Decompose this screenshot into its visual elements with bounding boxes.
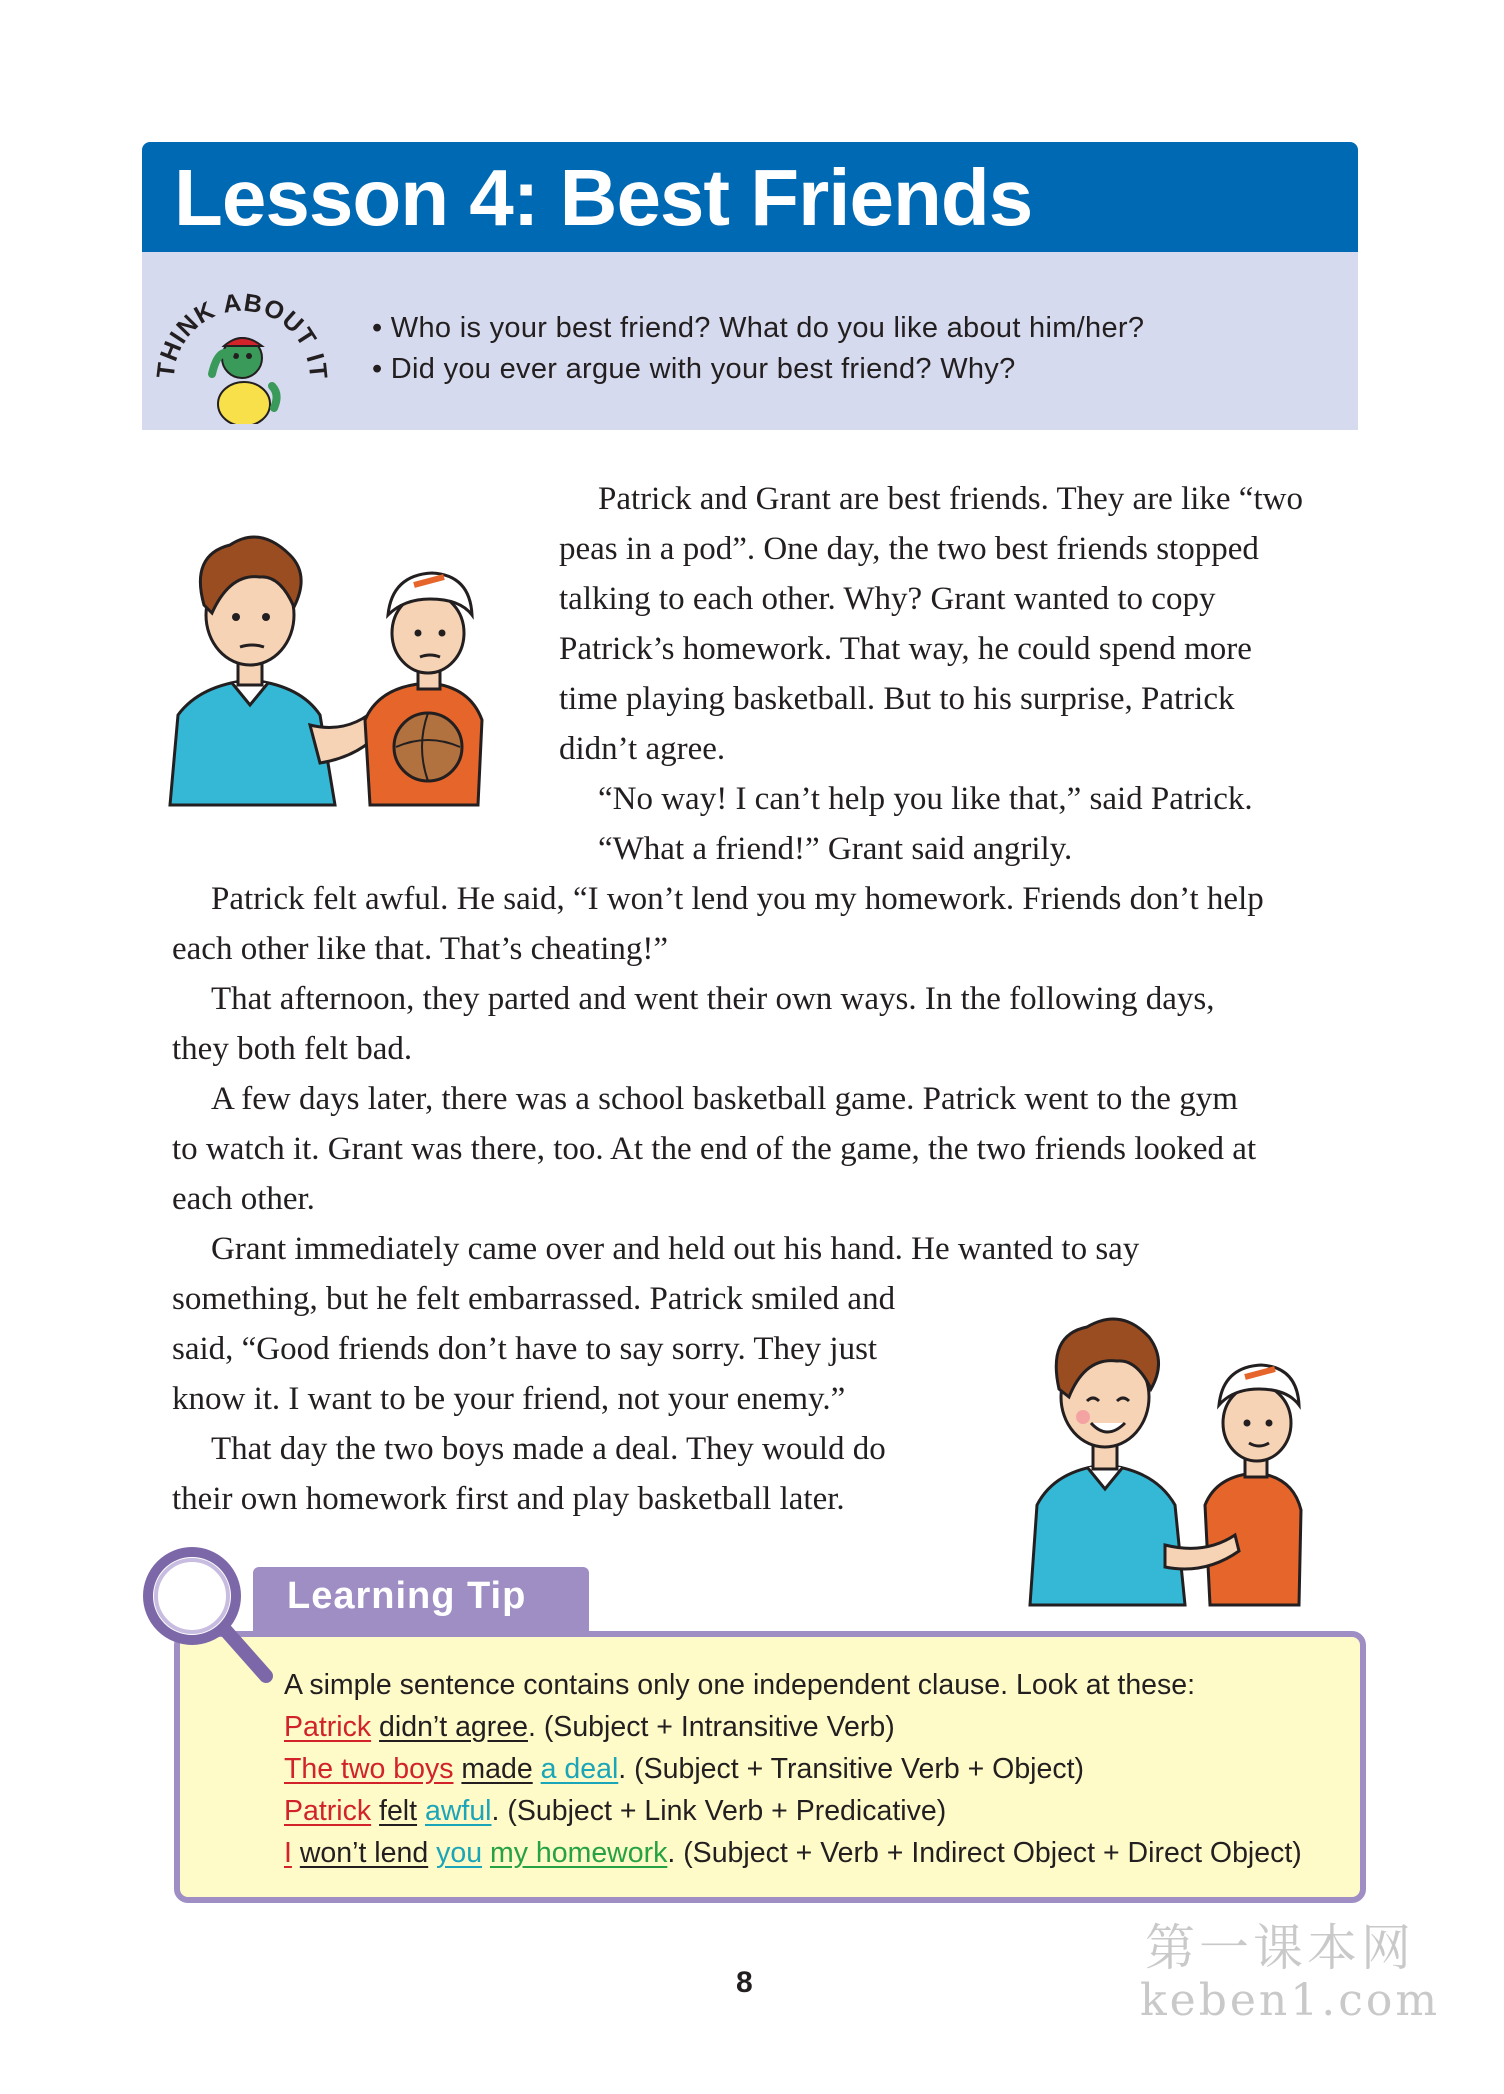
story-line-8: “What a friend!” Grant said angrily. [598, 831, 1073, 867]
learning-tip-title: Learning Tip [287, 1575, 527, 1617]
boys-arguing-illustration [160, 515, 530, 815]
ex2-verb: made [461, 1753, 533, 1785]
ex4-subject: I [284, 1837, 292, 1869]
tip-example-2 [284, 1753, 1084, 1786]
story-line-13: A few days later, there was a school basketball game. Patrick went to the gym [211, 1081, 1238, 1117]
story-line-9: Patrick felt awful. He said, “I won’t lend you my homework. Friends don’t help [211, 881, 1264, 917]
story-line-15: each other. [172, 1181, 315, 1217]
story-line-7: “No way! I can’t help you like that,” said Patrick. [598, 781, 1253, 817]
learning-tip-tab [253, 1567, 589, 1635]
ex4-verb: won’t lend [299, 1837, 429, 1869]
ex2-object: a deal [540, 1753, 619, 1785]
story-line-21: their own homework first and play basketball later. [172, 1481, 845, 1517]
watermark-line-2: keben1.com [1140, 1975, 1441, 2026]
story-line-5: time playing basketball. But to his surprise, Patrick [559, 681, 1235, 717]
ex4-direct-object: my homework [489, 1837, 668, 1869]
ex4-indirect-object: you [436, 1837, 483, 1869]
story-line-10: each other like that. That’s cheating!” [172, 931, 669, 967]
ex3-subject: Patrick [284, 1795, 372, 1827]
learning-tip-box [174, 1631, 1366, 1903]
watermark-line-1: 第一课本网 [1145, 1919, 1415, 1977]
think-about-it-box [142, 252, 1358, 430]
tip-example-4 [284, 1837, 1302, 1870]
ex2-subject: The two boys [284, 1753, 454, 1785]
lesson-title-bar [142, 142, 1358, 252]
story-line-12: they both felt bad. [172, 1031, 413, 1067]
think-about-it-turtle-icon [152, 274, 332, 424]
ex3-verb: felt [379, 1795, 418, 1827]
tip-example-3 [284, 1795, 946, 1828]
story-line-19: know it. I want to be your friend, not your enemy.” [172, 1381, 846, 1417]
story-line-3: talking to each other. Why? Grant wanted to copy [559, 581, 1216, 617]
story-line-14: to watch it. Grant was there, too. At the end of the game, the two friends looked at [172, 1131, 1257, 1167]
ex2-note: . (Subject + Transitive Verb + Object) [618, 1753, 1085, 1785]
story-line-11: That afternoon, they parted and went their own ways. In the following days, [211, 981, 1215, 1017]
think-question-2: • Did you ever argue with your best friend? Why? [372, 353, 1016, 385]
story-line-6: didn’t agree. [559, 731, 726, 767]
page-number: 8 [736, 1966, 753, 1999]
ex3-note: . (Subject + Link Verb + Predicative) [491, 1795, 947, 1827]
ex3-predicative: awful [424, 1795, 492, 1827]
boys-friends-illustration [1025, 1305, 1325, 1615]
think-question-1: • Who is your best friend? What do you like about him/her? [372, 312, 1145, 344]
story-line-4: Patrick’s homework. That way, he could spend more [559, 631, 1252, 667]
ex4-note: . (Subject + Verb + Indirect Object + Direct Object) [667, 1837, 1302, 1869]
lesson-title: Lesson 4: Best Friends [174, 153, 1033, 242]
story-line-20: That day the two boys made a deal. They would do [211, 1431, 886, 1467]
story-line-17: something, but he felt embarrassed. Patrick smiled and [172, 1281, 896, 1317]
story-line-16: Grant immediately came over and held out his hand. He wanted to say [211, 1231, 1140, 1267]
ex1-verb: didn’t agree [379, 1711, 528, 1743]
story-line-1: Patrick and Grant are best friends. They are like “two [598, 481, 1303, 517]
ex1-note: . (Subject + Intransitive Verb) [527, 1711, 895, 1743]
tip-example-1 [284, 1711, 895, 1744]
ex1-subject: Patrick [284, 1711, 372, 1743]
tip-intro: A simple sentence contains only one independent clause. Look at these: [284, 1669, 1196, 1701]
think-about-it-logo-text: THINK ABOUT IT [152, 288, 332, 381]
watermark [1140, 1919, 1441, 2030]
story-line-2: peas in a pod”. One day, the two best friends stopped [559, 531, 1259, 567]
magnifying-glass-icon [136, 1540, 286, 1690]
story-line-18: said, “Good friends don’t have to say sorry. They just [172, 1331, 878, 1367]
